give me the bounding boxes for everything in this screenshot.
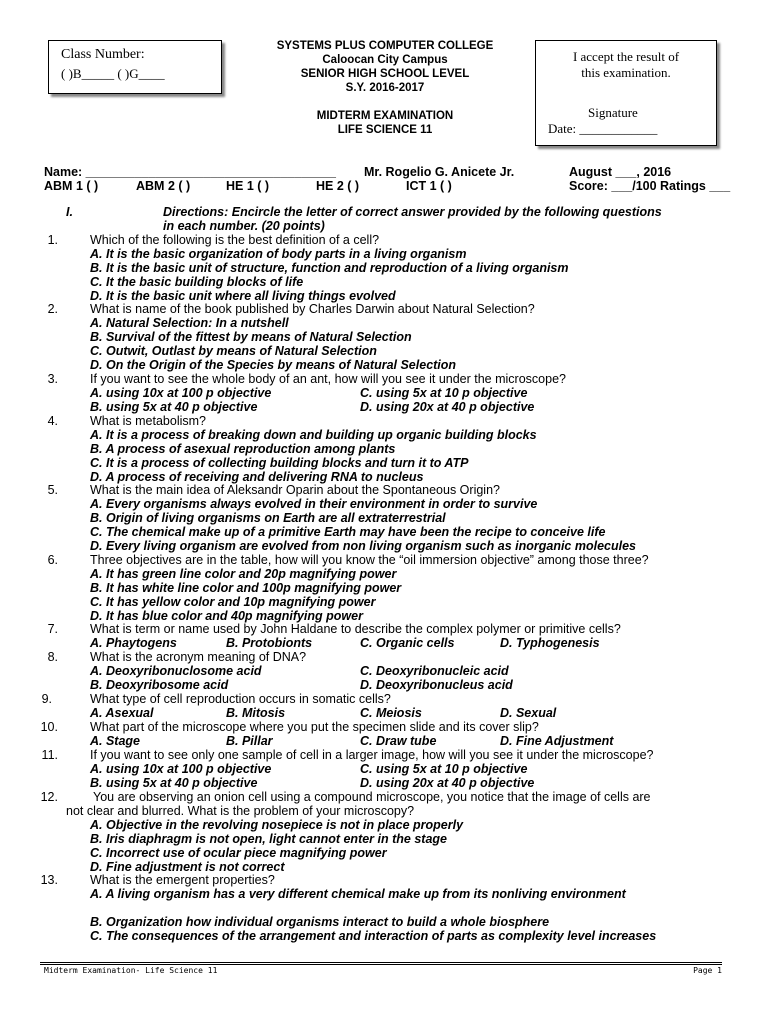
- answer-option[interactable]: C. It is a process of collecting building blocks and turn it to ATP: [90, 456, 469, 470]
- question-text-continued: not clear and blurred. What is the problem of your microscopy?: [66, 804, 415, 818]
- acceptance-box: [535, 40, 717, 146]
- question-number: 1.: [47, 233, 58, 247]
- section-abm2[interactable]: ABM 2 ( ): [136, 179, 191, 193]
- question-text: What is the main idea of Aleksandr Oparin about the Spontaneous Origin?: [90, 483, 500, 497]
- question-text: Which of the following is the best definition of a cell?: [90, 233, 380, 247]
- answer-option[interactable]: D. It is the basic unit where all living things evolved: [90, 289, 396, 303]
- answer-option[interactable]: B. using 5x at 40 p objective: [90, 776, 258, 790]
- answer-option[interactable]: B. Protobionts: [226, 636, 313, 650]
- answer-option[interactable]: C. The chemical make up of a primitive Earth may have been the recipe to conceive life: [90, 525, 606, 539]
- class-number-label: Class Number:: [61, 47, 145, 62]
- answer-option[interactable]: B. Origin of living organisms on Earth are all extraterrestrial: [90, 511, 446, 525]
- answer-option[interactable]: C. It has yellow color and 10p magnifying power: [90, 595, 376, 609]
- answer-option[interactable]: A. Phaytogens: [90, 636, 177, 650]
- teacher-name: Mr. Rogelio G. Anicete Jr.: [364, 165, 515, 179]
- directions-line2: in each number. (20 points): [163, 219, 325, 233]
- answer-option[interactable]: A. using 10x at 100 p objective: [90, 386, 272, 400]
- answer-option[interactable]: A. A living organism has a very different chemical make up from its nonliving environment: [90, 887, 626, 901]
- question-text: Three objectives are in the table, how will you know the “oil immersion objective” among those three?: [90, 553, 649, 567]
- name-field[interactable]: Name: ____________________________________: [44, 165, 336, 179]
- answer-option[interactable]: D. A process of receiving and delivering RNA to nucleus: [90, 470, 424, 484]
- question-text: If you want to see only one sample of cell in a larger image, how will you see it under the microscope?: [90, 748, 654, 762]
- answer-option[interactable]: B. Deoxyribosome acid: [90, 678, 229, 692]
- subject-title: LIFE SCIENCE 11: [337, 124, 433, 136]
- answer-option[interactable]: D. Typhogenesis: [500, 636, 600, 650]
- answer-option[interactable]: A. Deoxyribonuclosome acid: [90, 664, 262, 678]
- section-ict1[interactable]: ICT 1 ( ): [406, 179, 452, 193]
- signature-label: Signature: [588, 105, 638, 120]
- question-text: What is the emergent properties?: [90, 873, 275, 887]
- answer-option[interactable]: D. Every living organism are evolved from non living organism such as inorganic molecules: [90, 539, 636, 553]
- question-number: 11.: [41, 748, 58, 762]
- question-text: What part of the microscope where you put the specimen slide and its cover slip?: [90, 720, 539, 734]
- answer-option[interactable]: D. Fine adjustment is not correct: [90, 860, 285, 874]
- answer-option[interactable]: D. Fine Adjustment: [500, 734, 614, 748]
- question-number: 2.: [47, 302, 58, 316]
- answer-option[interactable]: C. It the basic building blocks of life: [90, 275, 304, 289]
- question-text: What is name of the book published by Charles Darwin about Natural Selection?: [90, 302, 535, 316]
- college-name: SYSTEMS PLUS COMPUTER COLLEGE: [276, 40, 494, 52]
- answer-option[interactable]: D. Deoxyribonucleus acid: [360, 678, 513, 692]
- footer-title: Midterm Examination- Life Science 11: [44, 966, 218, 975]
- section-abm1[interactable]: ABM 1 ( ): [44, 179, 99, 193]
- school-year: S.Y. 2016-2017: [345, 82, 425, 94]
- answer-option[interactable]: D. It has blue color and 40p magnifying power: [90, 609, 363, 623]
- question-number: 10.: [40, 720, 58, 734]
- directions-line1: Directions: Encircle the letter of correct answer provided by the following questions: [163, 205, 662, 219]
- answer-option[interactable]: C. Meiosis: [360, 706, 422, 720]
- page-number: Page 1: [693, 966, 722, 975]
- question-number: 9.: [41, 692, 52, 706]
- answer-option[interactable]: A. Asexual: [90, 706, 154, 720]
- answer-option[interactable]: D. using 20x at 40 p objective: [360, 400, 535, 414]
- question-number: 4.: [47, 414, 58, 428]
- answer-option[interactable]: A. It is a process of breaking down and building up organic building blocks: [90, 428, 537, 442]
- answer-option[interactable]: A. Natural Selection: In a nutshell: [90, 316, 289, 330]
- question-text: What is the acronym meaning of DNA?: [90, 650, 307, 664]
- answer-option[interactable]: C. using 5x at 10 p objective: [360, 762, 528, 776]
- answer-option[interactable]: B. A process of asexual reproduction among plants: [90, 442, 396, 456]
- question-text: What is metabolism?: [90, 414, 207, 428]
- question-text: If you want to see the whole body of an ant, how will you see it under the microscope?: [90, 372, 566, 386]
- answer-option[interactable]: C. Organic cells: [360, 636, 455, 650]
- answer-option[interactable]: A. It is the basic organization of body parts in a living organism: [90, 247, 467, 261]
- question-number: 7.: [47, 622, 58, 636]
- section-roman: I.: [66, 205, 73, 219]
- class-number-blanks: ( )B_____ ( )G____: [61, 66, 165, 81]
- class-number-box: [48, 40, 222, 94]
- answer-option[interactable]: B. Mitosis: [226, 706, 286, 720]
- question-number: 5.: [47, 483, 58, 497]
- answer-option[interactable]: A. Every organisms always evolved in their environment in order to survive: [90, 497, 538, 511]
- question-number: 8.: [47, 650, 58, 664]
- answer-option[interactable]: B. It is the basic unit of structure, function and reproduction of a living organism: [90, 261, 569, 275]
- answer-option[interactable]: C. Outwit, Outlast by means of Natural Selection: [90, 344, 377, 358]
- question-number: 13.: [40, 873, 58, 887]
- answer-option[interactable]: D. Sexual: [500, 706, 557, 720]
- school-level: SENIOR HIGH SCHOOL LEVEL: [300, 68, 470, 80]
- answer-option[interactable]: A. using 10x at 100 p objective: [90, 762, 272, 776]
- answer-option[interactable]: C. Incorrect use of ocular piece magnifying power: [90, 846, 387, 860]
- answer-option[interactable]: B. Organization how individual organisms interact to build a whole biosphere: [90, 915, 550, 929]
- answer-option[interactable]: D. using 20x at 40 p objective: [360, 776, 535, 790]
- question-number: 6.: [47, 553, 58, 567]
- answer-option[interactable]: B. Pillar: [226, 734, 273, 748]
- campus-name: Caloocan City Campus: [322, 54, 448, 66]
- score-field: Score: ___/100 Ratings ___: [569, 179, 731, 193]
- section-he2[interactable]: HE 2 ( ): [316, 179, 360, 193]
- question-number: 3.: [47, 372, 58, 386]
- answer-option[interactable]: A. Objective in the revolving nosepiece is not in place properly: [90, 818, 464, 832]
- answer-option[interactable]: C. Deoxyribonucleic acid: [360, 664, 509, 678]
- question-text: You are observing an onion cell using a compound microscope, you notice that the image of cells are: [93, 790, 651, 804]
- answer-option[interactable]: A. It has green line color and 20p magnifying power: [90, 567, 397, 581]
- answer-option[interactable]: C. Draw tube: [360, 734, 437, 748]
- answer-option[interactable]: C. The consequences of the arrangement and interaction of parts as complexity level increases: [90, 929, 657, 943]
- answer-option[interactable]: B. using 5x at 40 p objective: [90, 400, 258, 414]
- question-text: What is term or name used by John Haldane to describe the complex polymer or primitive cells?: [90, 622, 621, 636]
- date-label: Date: ____________: [548, 121, 658, 136]
- answer-option[interactable]: B. Survival of the fittest by means of Natural Selection: [90, 330, 412, 344]
- section-he1[interactable]: HE 1 ( ): [226, 179, 270, 193]
- exam-title: MIDTERM EXAMINATION: [316, 110, 454, 122]
- acceptance-text: I accept the result of this examination.: [572, 49, 680, 80]
- footer-divider: [40, 962, 722, 965]
- answer-option[interactable]: B. It has white line color and 100p magnifying power: [90, 581, 402, 595]
- answer-option[interactable]: C. using 5x at 10 p objective: [360, 386, 528, 400]
- answer-option[interactable]: D. On the Origin of the Species by means of Natural Selection: [90, 358, 457, 372]
- question-text: What type of cell reproduction occurs in somatic cells?: [90, 692, 391, 706]
- exam-date: August ___, 2016: [569, 165, 672, 179]
- answer-option[interactable]: A. Stage: [90, 734, 141, 748]
- question-number: 12.: [40, 790, 58, 804]
- answer-option[interactable]: B. Iris diaphragm is not open, light cannot enter in the stage: [90, 832, 447, 846]
